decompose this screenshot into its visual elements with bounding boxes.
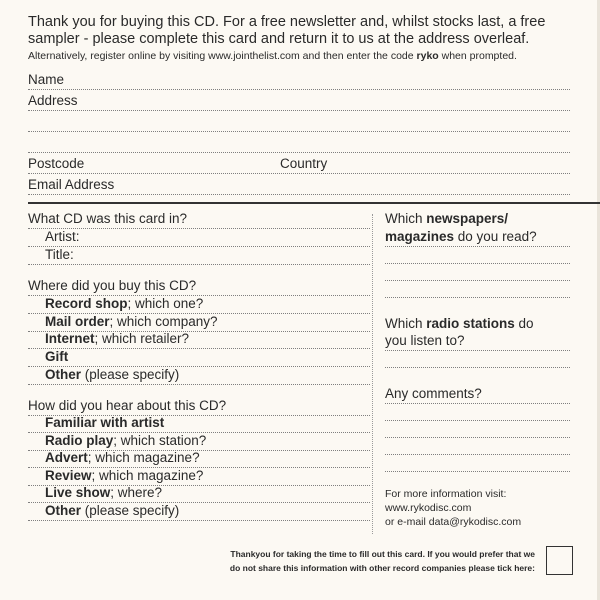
option-label: Gift xyxy=(45,349,69,364)
opt-out-checkbox[interactable] xyxy=(546,546,573,575)
option-other-heard[interactable] xyxy=(45,503,179,518)
option-label: Mail order xyxy=(45,314,110,329)
email-label: Email Address xyxy=(28,177,115,192)
footer-line-1: Thankyou for taking the time to fill out this card. If you would prefer that we xyxy=(230,549,535,559)
name-label: Name xyxy=(28,72,65,87)
radio-question-line xyxy=(385,350,570,351)
option-other-purchase[interactable] xyxy=(45,367,179,382)
option-advert[interactable] xyxy=(45,450,200,465)
website-link[interactable]: www.rykodisc.com xyxy=(385,502,472,514)
radio-field-1[interactable] xyxy=(385,367,570,368)
more-info-label: For more information visit: xyxy=(385,488,507,500)
option-detail: ; which station? xyxy=(113,433,207,448)
radio-question-line-1 xyxy=(385,316,534,331)
radio-question-line-2: you listen to? xyxy=(385,333,465,348)
option-label: Radio play xyxy=(45,433,114,448)
option-label: Other xyxy=(45,367,82,382)
column-divider xyxy=(372,214,373,534)
option-mail-order[interactable] xyxy=(45,314,218,329)
comments-label: Any comments? xyxy=(385,386,482,401)
option-record-shop[interactable] xyxy=(45,296,203,311)
option-label: Advert xyxy=(45,450,88,465)
register-online-text xyxy=(28,50,588,62)
email-field[interactable] xyxy=(28,194,570,195)
option-gift[interactable] xyxy=(45,349,68,364)
country-label: Country xyxy=(280,156,328,171)
artist-field[interactable] xyxy=(28,246,370,247)
cd-question: What CD was this card in? xyxy=(28,211,188,226)
postcode-country-field[interactable] xyxy=(28,173,570,174)
option-label: Other xyxy=(45,503,82,518)
question-text: do you read? xyxy=(454,229,537,244)
other-purchase-field[interactable] xyxy=(28,384,370,385)
register-online-suffix: when prompted. xyxy=(438,50,517,62)
purchase-question: Where did you buy this CD? xyxy=(28,278,197,293)
question-text: Which xyxy=(385,316,427,331)
option-detail: ; which magazine? xyxy=(91,468,204,483)
option-detail: (please specify) xyxy=(81,503,180,518)
option-detail: ; which magazine? xyxy=(87,450,200,465)
comments-field-5[interactable] xyxy=(385,471,570,472)
internet-field[interactable] xyxy=(28,348,370,349)
section-divider xyxy=(28,202,600,204)
newspapers-question-line-1 xyxy=(385,211,508,226)
title-label: Title: xyxy=(45,247,74,262)
option-internet[interactable] xyxy=(45,331,189,346)
newspapers-question-line-2 xyxy=(385,229,537,244)
option-label: Internet xyxy=(45,331,95,346)
newspapers-question-line xyxy=(385,246,570,247)
option-live-show[interactable] xyxy=(45,485,162,500)
question-emphasis: newspapers/ xyxy=(426,211,509,226)
address-field-2[interactable] xyxy=(28,131,570,132)
question-text: do xyxy=(514,316,534,331)
option-label: Review xyxy=(45,468,92,483)
comments-field-1[interactable] xyxy=(385,403,570,404)
email-contact[interactable]: or e-mail data@rykodisc.com xyxy=(385,516,522,528)
option-radio-play[interactable] xyxy=(45,433,206,448)
option-detail: ; which company? xyxy=(109,314,218,329)
register-online-prefix: Alternatively, register online by visiting www.jointhelist.com and then enter the code xyxy=(28,50,417,62)
question-emphasis: magazines xyxy=(385,229,455,244)
comments-field-3[interactable] xyxy=(385,437,570,438)
newspapers-field-1[interactable] xyxy=(385,263,570,264)
artist-label: Artist: xyxy=(45,229,80,244)
option-detail: ; where? xyxy=(110,485,163,500)
title-field[interactable] xyxy=(28,264,370,265)
intro-line-2: sampler - please complete this card and return it to us at the address overleaf. xyxy=(28,31,530,47)
intro-line-1: Thank you for buying this CD. For a free newsletter and, whilst stocks last, a free xyxy=(28,14,546,30)
newspapers-field-2[interactable] xyxy=(385,280,570,281)
other-heard-field[interactable] xyxy=(28,520,370,521)
address-label: Address xyxy=(28,93,78,108)
option-detail: (please specify) xyxy=(81,367,180,382)
heard-question: How did you hear about this CD? xyxy=(28,398,227,413)
comments-field-2[interactable] xyxy=(385,420,570,421)
question-emphasis: radio stations xyxy=(426,316,515,331)
question-text: Which xyxy=(385,211,427,226)
address-field-3[interactable] xyxy=(28,152,570,153)
option-detail: ; which retailer? xyxy=(94,331,190,346)
address-field-1[interactable] xyxy=(28,110,570,111)
newspapers-field-3[interactable] xyxy=(385,297,570,298)
footer-line-2: do not share this information with other record companies please tick here: xyxy=(229,563,535,573)
option-label: Familiar with artist xyxy=(45,415,165,430)
option-label: Live show xyxy=(45,485,111,500)
postcode-label: Postcode xyxy=(28,156,85,171)
option-detail: ; which one? xyxy=(127,296,204,311)
option-familiar-artist[interactable] xyxy=(45,415,164,430)
intro-text xyxy=(28,14,588,48)
option-review[interactable] xyxy=(45,468,203,483)
comments-field-4[interactable] xyxy=(385,454,570,455)
name-field[interactable] xyxy=(28,89,570,90)
option-label: Record shop xyxy=(45,296,128,311)
register-code: ryko xyxy=(416,50,439,62)
